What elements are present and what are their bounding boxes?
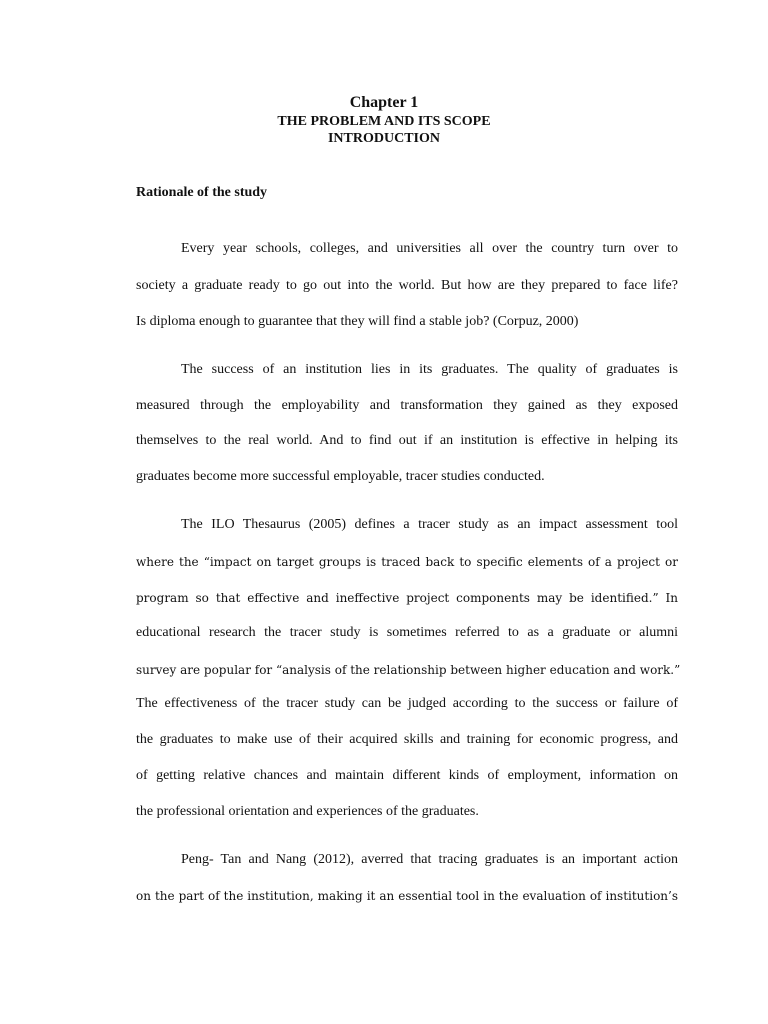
paragraph-line: the graduates to make use of their acquired skills and training for economic progress, and [136,732,678,747]
chapter-heading: Chapter 1 [349,94,419,111]
chapter-subtitle: INTRODUCTION [327,131,440,146]
paragraph-line: Every year schools, colleges, and universities all over the country turn over to [181,241,678,256]
section-heading: Rationale of the study [136,185,268,200]
paragraph-line: The ILO Thesaurus (2005) defines a tracer study as an impact assessment tool [181,517,678,532]
paragraph-line: The effectiveness of the tracer study can be judged according to the success or failure of [136,696,678,711]
paragraph-line: Is diploma enough to guarantee that they will find a stable job? (Corpuz, 2000) [136,314,579,329]
paragraph-line: Peng- Tan and Nang (2012), averred that tracing graduates is an important action [181,852,678,867]
paragraph-line: where the “impact on target groups is traced back to specific elements of a project or [136,555,678,569]
paragraph-line: survey are popular for “analysis of the relationship between higher education and work.” [136,663,681,677]
paragraph-line: society a graduate ready to go out into the world. But how are they prepared to face life? [136,278,678,293]
paragraph-line: of getting relative chances and maintain different kinds of employment, information on [136,768,678,783]
paragraph-line: educational research the tracer study is sometimes referred to as a graduate or alumni [136,625,678,640]
paragraph-line: graduates become more successful employable, tracer studies conducted. [136,469,545,484]
chapter-title: THE PROBLEM AND ITS SCOPE [277,114,491,129]
paragraph-line: the professional orientation and experiences of the graduates. [136,804,479,819]
paragraph-line: themselves to the real world. And to find out if an institution is effective in helping its [136,433,678,448]
paragraph-line: on the part of the institution, making it an essential tool in the evaluation of institution’s [136,889,678,903]
paragraph-line: program so that effective and ineffective project components may be identified.” In [136,591,678,605]
paragraph-line: The success of an institution lies in its graduates. The quality of graduates is [181,362,678,377]
paragraph-line: measured through the employability and transformation they gained as they exposed [136,398,678,413]
